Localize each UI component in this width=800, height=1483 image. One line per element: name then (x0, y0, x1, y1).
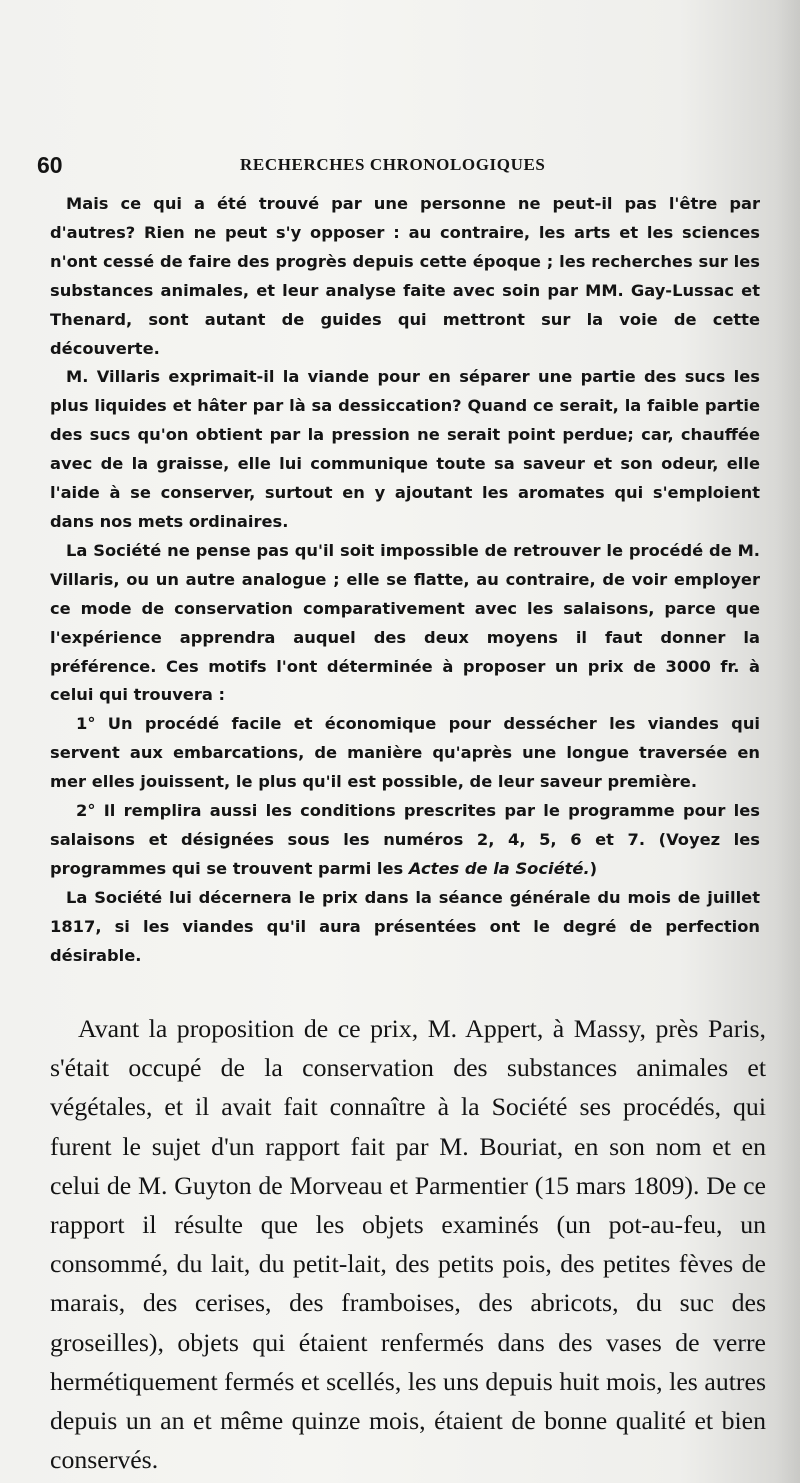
prize-condition-1: 1° Un procédé facile et économique pour dessécher les viandes qui servent aux embarcations, de manière qu'après une longue traversée en mer elles jouissent, le plus qu'il est possible, de leur saveur première. (50, 714, 760, 792)
paragraph-discovery: Mais ce qui a été trouvé par une personne ne peut-il pas l'être par d'autres? Rien ne peut s'y opposer : au contraire, les arts et les sciences n'ont cessé de faire des progrès depuis cette époque ; les recherches sur les substances animales, et leur analyse faite avec soin par MM. Gay-Lussac et Thenard, sont autant de guides qui mettront sur la voie de cette découverte. (50, 194, 760, 358)
prize-condition-2 (50, 797, 760, 884)
paragraph-prize: La Société ne pense pas qu'il soit impossible de retrouver le procédé de M. Villaris, ou un autre analogue ; elle se flatte, au contraire, de voir employer ce mode de conservation comparativement avec les salaisons, parce que l'expérience apprendra auquel des deux moyens il faut donner la préférence. Ces motifs l'ont déterminée à proposer un prix de 3000 fr. à celui qui trouvera : (50, 540, 760, 705)
paragraph-appert: Avant la proposition de ce prix, M. Appert, à Massy, près Paris, s'était occupé de la conservation des substances animales et végétales, et il avait fait connaître à la Société ses procédés, qui furent le sujet d'un rapport fait par M. Bouriat, en son nom et en celui de M. Guyton de Morveau et Parmentier (15 mars 1809). De ce rapport il résulte que les objets examinés (un pot-au-feu, un consommé, du lait, du petit-lait, des petits pois, des petites fèves de marais, des cerises, des framboises, des abricots, du suc des groseilles), objets qui étaient renfermés dans des vases de verre hermétiquement fermés et scellés, les uns depuis huit mois, les autres depuis un an et même quinze mois, étaient de bonne qualité et bien conservés. (50, 1014, 766, 1475)
page-number: 60 (37, 152, 63, 178)
paragraph-villaris: M. Villaris exprimait-il la viande pour en séparer une partie des sucs les plus liquides et hâter par là sa dessiccation? Quand ce serait, la faible partie des sucs qu'on obtient par la pression ne serait point perdue; car, chauffée avec de la graisse, elle lui communique toute sa saveur et son odeur, elle l'aide à se conserver, surtout en y ajoutant les aromates qui s'emploient dans nos mets ordinaires. (50, 367, 760, 531)
running-title: RECHERCHES CHRONOLOGIQUES (240, 155, 546, 174)
main-text-section (50, 1009, 766, 1479)
small-print-section (50, 190, 760, 970)
page-header (37, 152, 757, 182)
acts-reference: Actes de la Société. (408, 858, 590, 878)
condition-2-close: ) (589, 858, 598, 878)
condition-2-text: 2° Il remplira aussi les conditions prescrites par le programme pour les salaisons et désignées sous les numéros 2, 4, 5, 6 et 7. (Voyez les programmes qui se trouvent parmi les (50, 801, 760, 878)
paragraph-award: La Société lui décernera le prix dans la séance générale du mois de juillet 1817, si les viandes qu'il aura présentées ont le degré de perfection désirable. (50, 887, 760, 965)
